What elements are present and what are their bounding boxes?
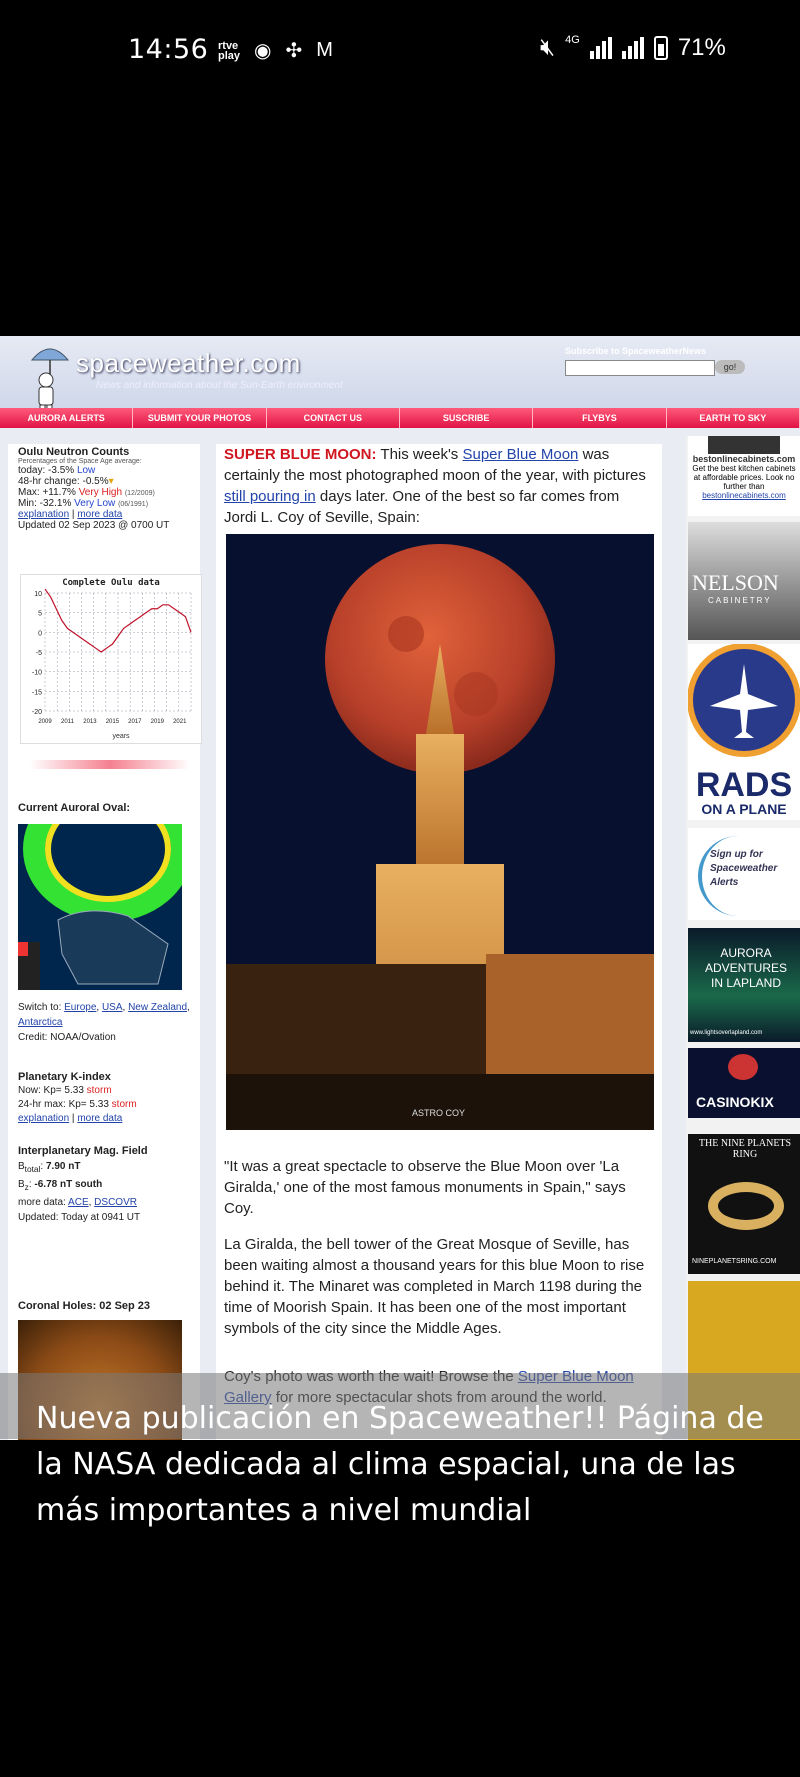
ad-nelson[interactable]: NELSON CABINETRY — [688, 522, 800, 640]
imf-updated: Updated: Today at 0941 UT — [18, 1212, 141, 1223]
nav-aurora-alerts[interactable]: AURORA ALERTS — [0, 408, 133, 428]
auroral-title: Current Auroral Oval: — [18, 802, 131, 814]
super-blue-moon-link[interactable]: Super Blue Moon — [462, 446, 579, 463]
x-tick-label: 2019 — [150, 719, 164, 725]
casino-logo-icon — [728, 1054, 758, 1080]
ad-casinokix[interactable]: CASINOKIX — [688, 1048, 800, 1118]
ad-aurora-lapland[interactable]: AURORA ADVENTURES IN LAPLAND www.lightsoverlapland.com — [688, 928, 800, 1042]
kp-explanation-link[interactable]: explanation — [18, 1113, 70, 1124]
aurora-credit: Credit: NOAA/Ovation — [18, 1032, 116, 1043]
subscribe-input[interactable] — [565, 360, 715, 376]
oulu-max: Max: +11.7% — [18, 487, 76, 498]
oulu-updated: Updated 02 Sep 2023 @ 0700 UT — [18, 520, 170, 531]
coronal-title: Coronal Holes: 02 Sep 23 — [18, 1300, 151, 1312]
kp-max: 24-hr max: Kp= 5.33 — [18, 1099, 109, 1110]
y-tick-label: -20 — [31, 709, 42, 716]
y-tick-label: 10 — [34, 591, 42, 598]
battery-level: 71% — [677, 34, 726, 61]
cabinet-logo-icon — [708, 436, 780, 454]
nav-submit-photos[interactable]: SUBMIT YOUR PHOTOS — [133, 408, 266, 428]
y-tick-label: -10 — [31, 669, 42, 677]
giralda-moon-image — [226, 534, 654, 1130]
article-intro: SUPER BLUE MOON: This week's Super Blue Moon was certainly the most photographed moon of the year, with pictures still pouring in days later. One of the best so far comes from Jordi L. Coy of Seville, Spain: — [224, 446, 646, 526]
post-caption: Nueva publicación en Spaceweather!! Página de la NASA dedicada al clima espacial, una de las más importantes a nivel mundial — [36, 1401, 764, 1528]
oulu-title: Oulu Neutron Counts — [18, 446, 130, 458]
x-tick-label: 2013 — [83, 719, 97, 725]
app-icon: ✣ — [285, 40, 303, 62]
oulu-more-data-link[interactable]: more data — [77, 509, 123, 520]
dscovr-link[interactable]: DSCOVR — [94, 1197, 137, 1208]
x-tick-label: 2017 — [128, 719, 142, 725]
y-tick-label: 5 — [38, 610, 42, 618]
system-icons — [540, 34, 726, 62]
nav-earth-to-sky[interactable]: EARTH TO SKY — [667, 408, 800, 428]
subscribe-go-button[interactable]: go! — [715, 360, 745, 374]
site-header — [0, 336, 800, 428]
y-tick-label: -5 — [35, 650, 42, 657]
kp-now: Now: Kp= 5.33 — [18, 1085, 84, 1096]
status-bar — [0, 0, 800, 100]
gmail-icon: M — [316, 39, 333, 61]
chrome-icon: ◉ — [254, 40, 272, 62]
chart-title: Complete Oulu data — [62, 578, 160, 588]
ads-column — [686, 436, 800, 1440]
kp-max-level: storm — [111, 1099, 137, 1110]
nav-subscribe[interactable]: SUSCRIBE — [400, 408, 533, 428]
x-tick-label: 2015 — [105, 719, 120, 725]
airplane-icon — [688, 644, 800, 764]
new-zealand-link[interactable]: New Zealand — [128, 1002, 187, 1013]
clock: 14:56 — [128, 34, 209, 65]
battery-icon — [654, 36, 668, 60]
main-content — [216, 444, 662, 1440]
auroral-oval-image — [18, 824, 182, 990]
astronaut-umbrella-icon — [28, 342, 72, 414]
subscribe-label: Subscribe to SpaceweatherNews — [565, 346, 707, 356]
oulu-chart[interactable] — [20, 574, 202, 744]
ace-link[interactable]: ACE — [68, 1197, 89, 1208]
ad-cabinets[interactable]: bestonlinecabinets.com Get the best kitchen cabinets at affordable prices. Look no further than bestonlinecabinets.com — [688, 436, 800, 516]
notification-icons — [218, 38, 333, 63]
ad-nine-planets-ring[interactable]: THE NINE PLANETS RING NINEPLANETSRING.COM — [688, 1134, 800, 1274]
mute-icon: 🔇︎ — [540, 34, 556, 61]
signal-icon — [590, 37, 612, 59]
oulu-min: Min: -32.1% — [18, 498, 72, 509]
y-tick-label: 0 — [38, 630, 42, 638]
oulu-chart-svg — [21, 575, 201, 743]
kindex-title: Planetary K-index — [18, 1071, 111, 1083]
nav-flybys[interactable]: FLYBYS — [533, 408, 666, 428]
oulu-today-level: Low — [76, 465, 96, 476]
kp-now-level: storm — [86, 1085, 112, 1096]
network-type: 4G — [565, 34, 580, 46]
europe-link[interactable]: Europe — [64, 1002, 97, 1013]
article-title: SUPER BLUE MOON: — [224, 446, 377, 463]
moon-photo[interactable] — [226, 534, 654, 1130]
bz-value: -6.78 nT south — [34, 1179, 103, 1190]
left-sidebar: Oulu Neutron Counts Percentages of the Space Age average: today: -3.5% Low 48-hr change: -0.5%▾ Max: +11.7% Very High (12/2009) Min: -32.1% Very Low (06/1991) explanation | more data Updated 02 Sep 2023 @ 0700 UT Complete Oulu data years 10 5 0 -5 -10 -15 -20 2009 2011 2013 2015 2017 2019 2021 Current Auroral Oval: Switch to: Europe, USA, New Zealand, Antarctica Credit: NOAA/Ovation Planetary K-index Now: Kp= 5.33 storm 24-hr max: Kp= 5.33 storm explanation | more data Interplanetary Mag. Field $B_{total}$: 7.90 nT $B_z$: -6.78 nT south more data: ACE, DSCOVR Updated: Today at 0941 UT Coronal Holes: 02 Sep 23 — [8, 444, 200, 1440]
oulu-min-level: Very Low — [74, 498, 116, 509]
x-tick-label: 2011 — [61, 719, 74, 725]
oulu-subtitle: Percentages of the Space Age average: — [18, 458, 142, 465]
giralda-paragraph: La Giralda, the bell tower of the Great Mosque of Seville, has been waiting almost a thousand years for this blue Moon to rise behind it. The Minaret was completed in March 1198 during the time of Moorish Spain. It has been one of the most important symbols of the city since the Middle Ages. — [224, 1236, 645, 1337]
divider — [30, 760, 190, 769]
photo-credit: ASTRO COY — [412, 1108, 466, 1118]
ad-rads[interactable]: RADS ON A PLANE — [688, 644, 800, 820]
down-arrow-icon: ▾ — [108, 476, 114, 487]
kp-more-data-link[interactable]: more data — [77, 1113, 123, 1124]
switch-to-label: Switch to: — [18, 1002, 62, 1013]
site-logo[interactable]: spaceweather.com — [76, 348, 301, 378]
still-pouring-in-link[interactable]: still pouring in — [224, 488, 316, 505]
usa-link[interactable]: USA — [101, 1002, 123, 1013]
oulu-48hr: 48-hr change: -0.5%▾ — [18, 476, 114, 487]
imf-title: Interplanetary Mag. Field — [18, 1145, 148, 1157]
site-tagline: News and information about the Sun-Earth environment — [96, 380, 343, 391]
oulu-explanation-link[interactable]: explanation — [18, 509, 70, 520]
y-tick-label: -15 — [31, 689, 42, 697]
btotal-value: 7.90 nT — [45, 1161, 81, 1172]
rtve-play-icon: rtve play — [218, 39, 241, 62]
chart-x-label: years — [112, 733, 130, 740]
quote-paragraph: "It was a great spectacle to observe the Blue Moon over 'La Giralda,' one of the most famous monuments in Spain," says Coy. — [224, 1158, 626, 1217]
ring-icon — [708, 1182, 784, 1230]
x-tick-label: 2009 — [38, 719, 52, 725]
auroral-oval-map[interactable] — [18, 824, 182, 990]
site-nav — [0, 408, 800, 428]
x-tick-label: 2021 — [173, 719, 187, 725]
ad-signup-alerts[interactable]: Sign up for Spaceweather Alerts — [688, 828, 800, 920]
website-screenshot — [0, 336, 800, 1440]
nav-contact[interactable]: CONTACT US — [267, 408, 400, 428]
oulu-max-level: Very High — [78, 487, 123, 498]
oulu-today: today: -3.5% — [18, 465, 75, 476]
antarctica-link[interactable]: Antarctica — [18, 1017, 63, 1028]
signal-2-icon — [622, 37, 644, 59]
